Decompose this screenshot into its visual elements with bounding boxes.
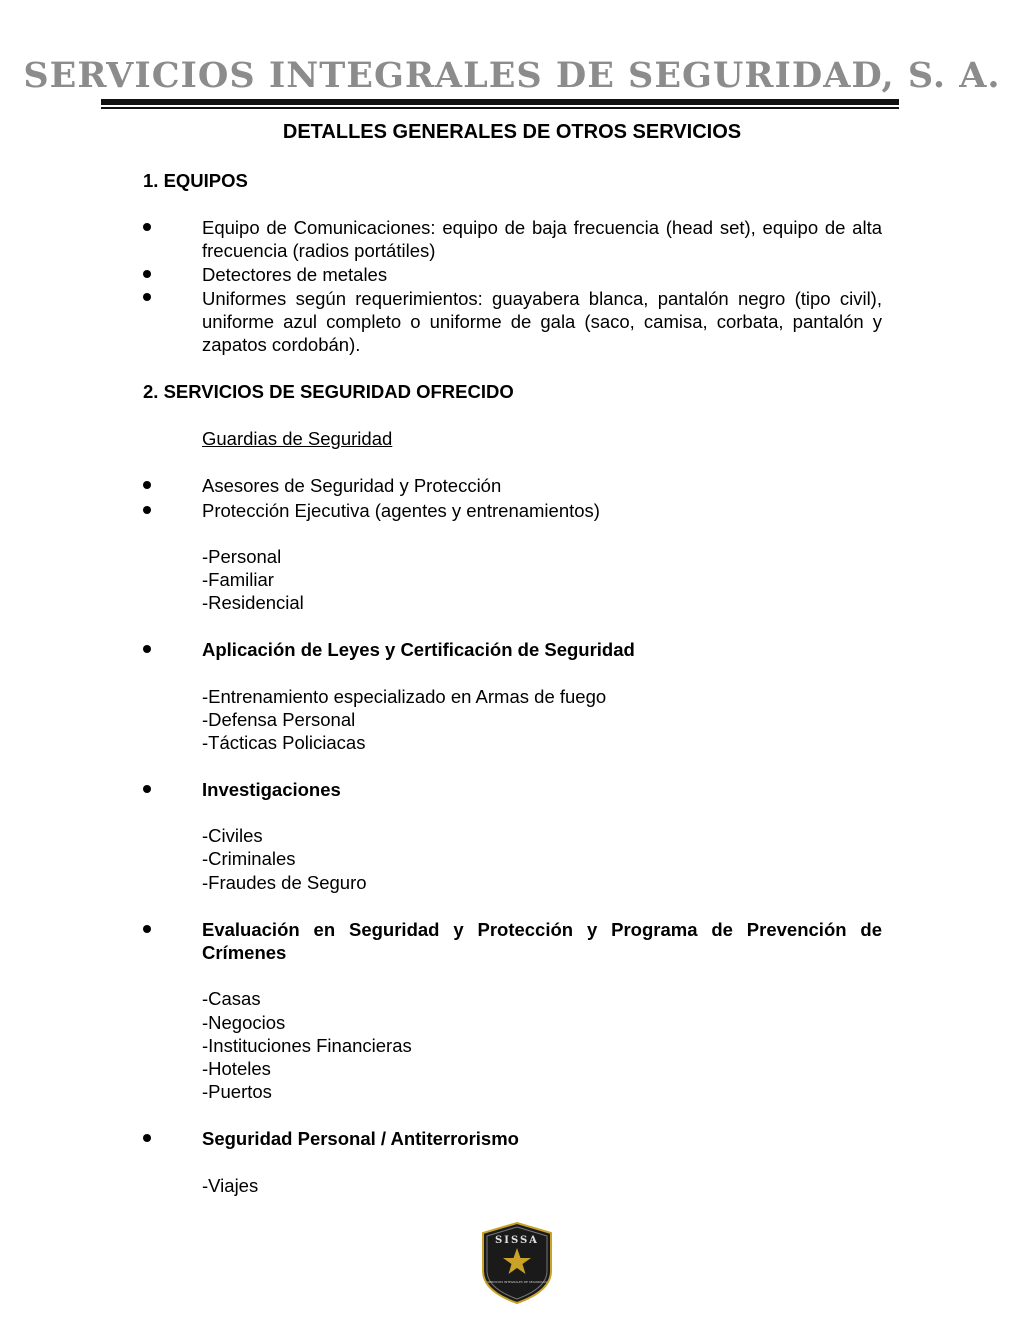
bullet [143,785,151,793]
section-heading-equipos: 1. EQUIPOS [143,170,248,191]
bold-list-item: Seguridad Personal / Antiterrorismo [202,1128,519,1149]
sub-item: -Hoteles [202,1058,271,1079]
list-item: Protección Ejecutiva (agentes y entrenamientos) [202,500,600,521]
company-header: SERVICIOS INTEGRALES DE SEGURIDAD, S. A. [23,55,1001,96]
sub-item: -Personal [202,546,282,567]
sub-item: -Defensa Personal [202,709,356,730]
header-rule-thick [101,99,899,105]
bullet [143,506,151,514]
sub-item: -Instituciones Financieras [202,1035,412,1056]
sub-item: -Civiles [202,825,263,846]
sub-item: -Puertos [202,1081,272,1102]
bold-list-item: Investigaciones [202,779,341,800]
bold-list-item: Aplicación de Leyes y Certificación de Seguridad [202,639,635,660]
bullet [143,1134,151,1142]
sub-item: -Negocios [202,1012,286,1033]
bullet [143,293,151,301]
bullet [143,270,151,278]
bold-list-item: Evaluación en Seguridad y Protección y Programa de Prevención de Crímenes [202,919,882,963]
list-item: Equipo de Comunicaciones: equipo de baja frecuencia (head set), equipo de alta frecuencia (radios portátiles) [202,217,882,261]
sub-item: -Casas [202,988,261,1009]
list-item: Asesores de Seguridad y Protección [202,475,502,496]
sub-item: -Criminales [202,848,296,869]
logo-subtext: SERVICIOS INTEGRALES DE SEGURIDAD [487,1280,547,1284]
list-item: Detectores de metales [202,264,388,285]
subheading-guardias: Guardias de Seguridad [202,428,393,449]
bullet [143,481,151,489]
header-rule-thin [101,107,899,109]
sub-item: -Familiar [202,569,274,590]
bullet [143,223,151,231]
document-title: DETALLES GENERALES DE OTROS SERVICIOS [282,121,742,143]
bullet [143,645,151,653]
sub-item: -Fraudes de Seguro [202,872,367,893]
section-heading-servicios: 2. SERVICIOS DE SEGURIDAD OFRECIDO [143,381,514,402]
logo-text: SISSA [495,1235,539,1246]
sub-item: -Entrenamiento especializado en Armas de fuego [202,686,607,707]
sub-item: -Tácticas Policiacas [202,732,366,753]
sub-item: -Viajes [202,1175,259,1196]
sub-item: -Residencial [202,592,304,613]
bullet [143,925,151,933]
sissa-badge-logo [477,1221,557,1305]
list-item: Uniformes según requerimientos: guayabera blanca, pantalón negro (tipo civil), uniforme azul completo o uniforme de gala (saco, camisa, corbata, pantalón y zapatos cordobán). [202,288,882,355]
